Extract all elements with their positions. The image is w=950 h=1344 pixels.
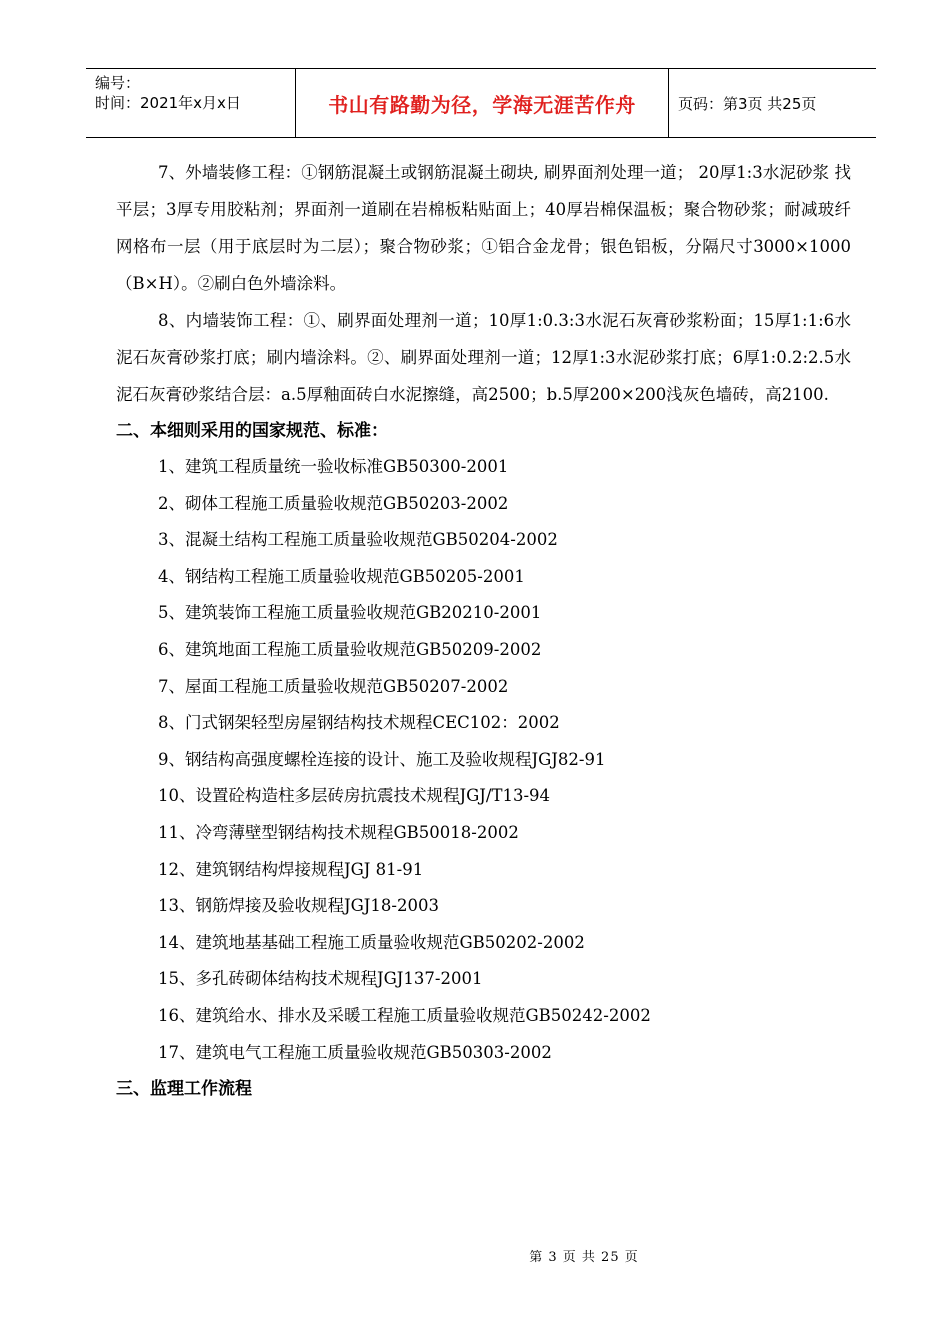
header-meta-cell bbox=[86, 69, 296, 137]
list-item: 4、钢结构工程施工质量验收规范GB50205-2001 bbox=[158, 566, 525, 586]
page-header-table bbox=[86, 68, 876, 138]
list-item: 7、屋面工程施工质量验收规范GB50207-2002 bbox=[158, 676, 509, 696]
header-motto: 书山有路勤为径，学海无涯苦作舟 bbox=[296, 69, 669, 137]
header-page-info: 页码：第3页 共25页 bbox=[678, 94, 817, 113]
paragraph-exterior-wall: 7、外墙装修工程：①钢筋混凝土或钢筋混凝土砌块, 刷界面剂处理一道； 20厚1:3水泥砂浆 找平层；3厚专用胶粘剂；界面剂一道刷在岩棉板粘贴面上；40厚岩棉保温板；聚合物砂浆；耐减玻纤网格布一层（用于底层时为二层）；聚合物砂浆；①铝合金龙骨；银色铝板，分隔尺寸3000×1000（B×H）。②刷白色外墙涂料。 bbox=[116, 163, 851, 293]
paragraph-interior-wall: 8、内墙装饰工程：①、刷界面处理剂一道；10厚1:0.3:3水泥石灰膏砂浆粉面；15厚1:1:6水泥石灰膏砂浆打底；刷内墙涂料。②、刷界面处理剂一道；12厚1:3水泥砂浆打底；6厚1:0.2:2.5水泥石灰膏砂浆结合层：a.5厚釉面砖白水泥擦缝，高2500；b.5厚200×200浅灰色墙砖，高2100. bbox=[116, 311, 851, 404]
list-item: 6、建筑地面工程施工质量验收规范GB50209-2002 bbox=[158, 639, 542, 659]
list-item: 17、建筑电气工程施工质量验收规范GB50303-2002 bbox=[158, 1042, 552, 1062]
document-time-label: 时间：2021年x月x日 bbox=[95, 94, 241, 112]
list-item: 13、钢筋焊接及验收规程JGJ18-2003 bbox=[158, 896, 439, 916]
list-item: 16、建筑给水、排水及采暖工程施工质量验收规范GB50242-2002 bbox=[158, 1005, 651, 1025]
list-item: 5、建筑装饰工程施工质量验收规范GB20210-2001 bbox=[158, 603, 542, 623]
list-item: 1、建筑工程质量统一验收标准GB50300-2001 bbox=[158, 457, 509, 476]
page-footer bbox=[0, 1246, 950, 1265]
footer-page-number: 第 3 页 共 25 页 bbox=[529, 1250, 639, 1265]
document-number-label: 编号： bbox=[95, 74, 141, 92]
list-item: 3、混凝土结构工程施工质量验收规范GB50204-2002 bbox=[158, 530, 558, 550]
list-item: 15、多孔砖砌体结构技术规程JGJ137-2001 bbox=[158, 969, 483, 989]
list-item: 2、砌体工程施工质量验收规范GB50203-2002 bbox=[158, 493, 509, 513]
list-item: 14、建筑地基基础工程施工质量验收规范GB50202-2002 bbox=[158, 932, 585, 952]
document-body bbox=[116, 154, 851, 1107]
list-item: 12、建筑钢结构焊接规程JGJ 81-91 bbox=[158, 859, 424, 879]
list-item: 11、冷弯薄壁型钢结构技术规程GB50018-2002 bbox=[158, 822, 519, 842]
list-item: 8、门式钢架轻型房屋钢结构技术规程CEC102：2002 bbox=[158, 713, 560, 733]
list-item: 9、钢结构高强度螺栓连接的设计、施工及验收规程JGJ82-91 bbox=[158, 749, 606, 769]
list-item: 10、设置砼构造柱多层砖房抗震技术规程JGJ/T13-94 bbox=[158, 786, 551, 806]
section-heading-standards: 二、本细则采用的国家规范、标准： bbox=[116, 421, 388, 441]
standards-list bbox=[116, 449, 851, 1071]
section-heading-workflow: 三、监理工作流程 bbox=[116, 1079, 252, 1100]
